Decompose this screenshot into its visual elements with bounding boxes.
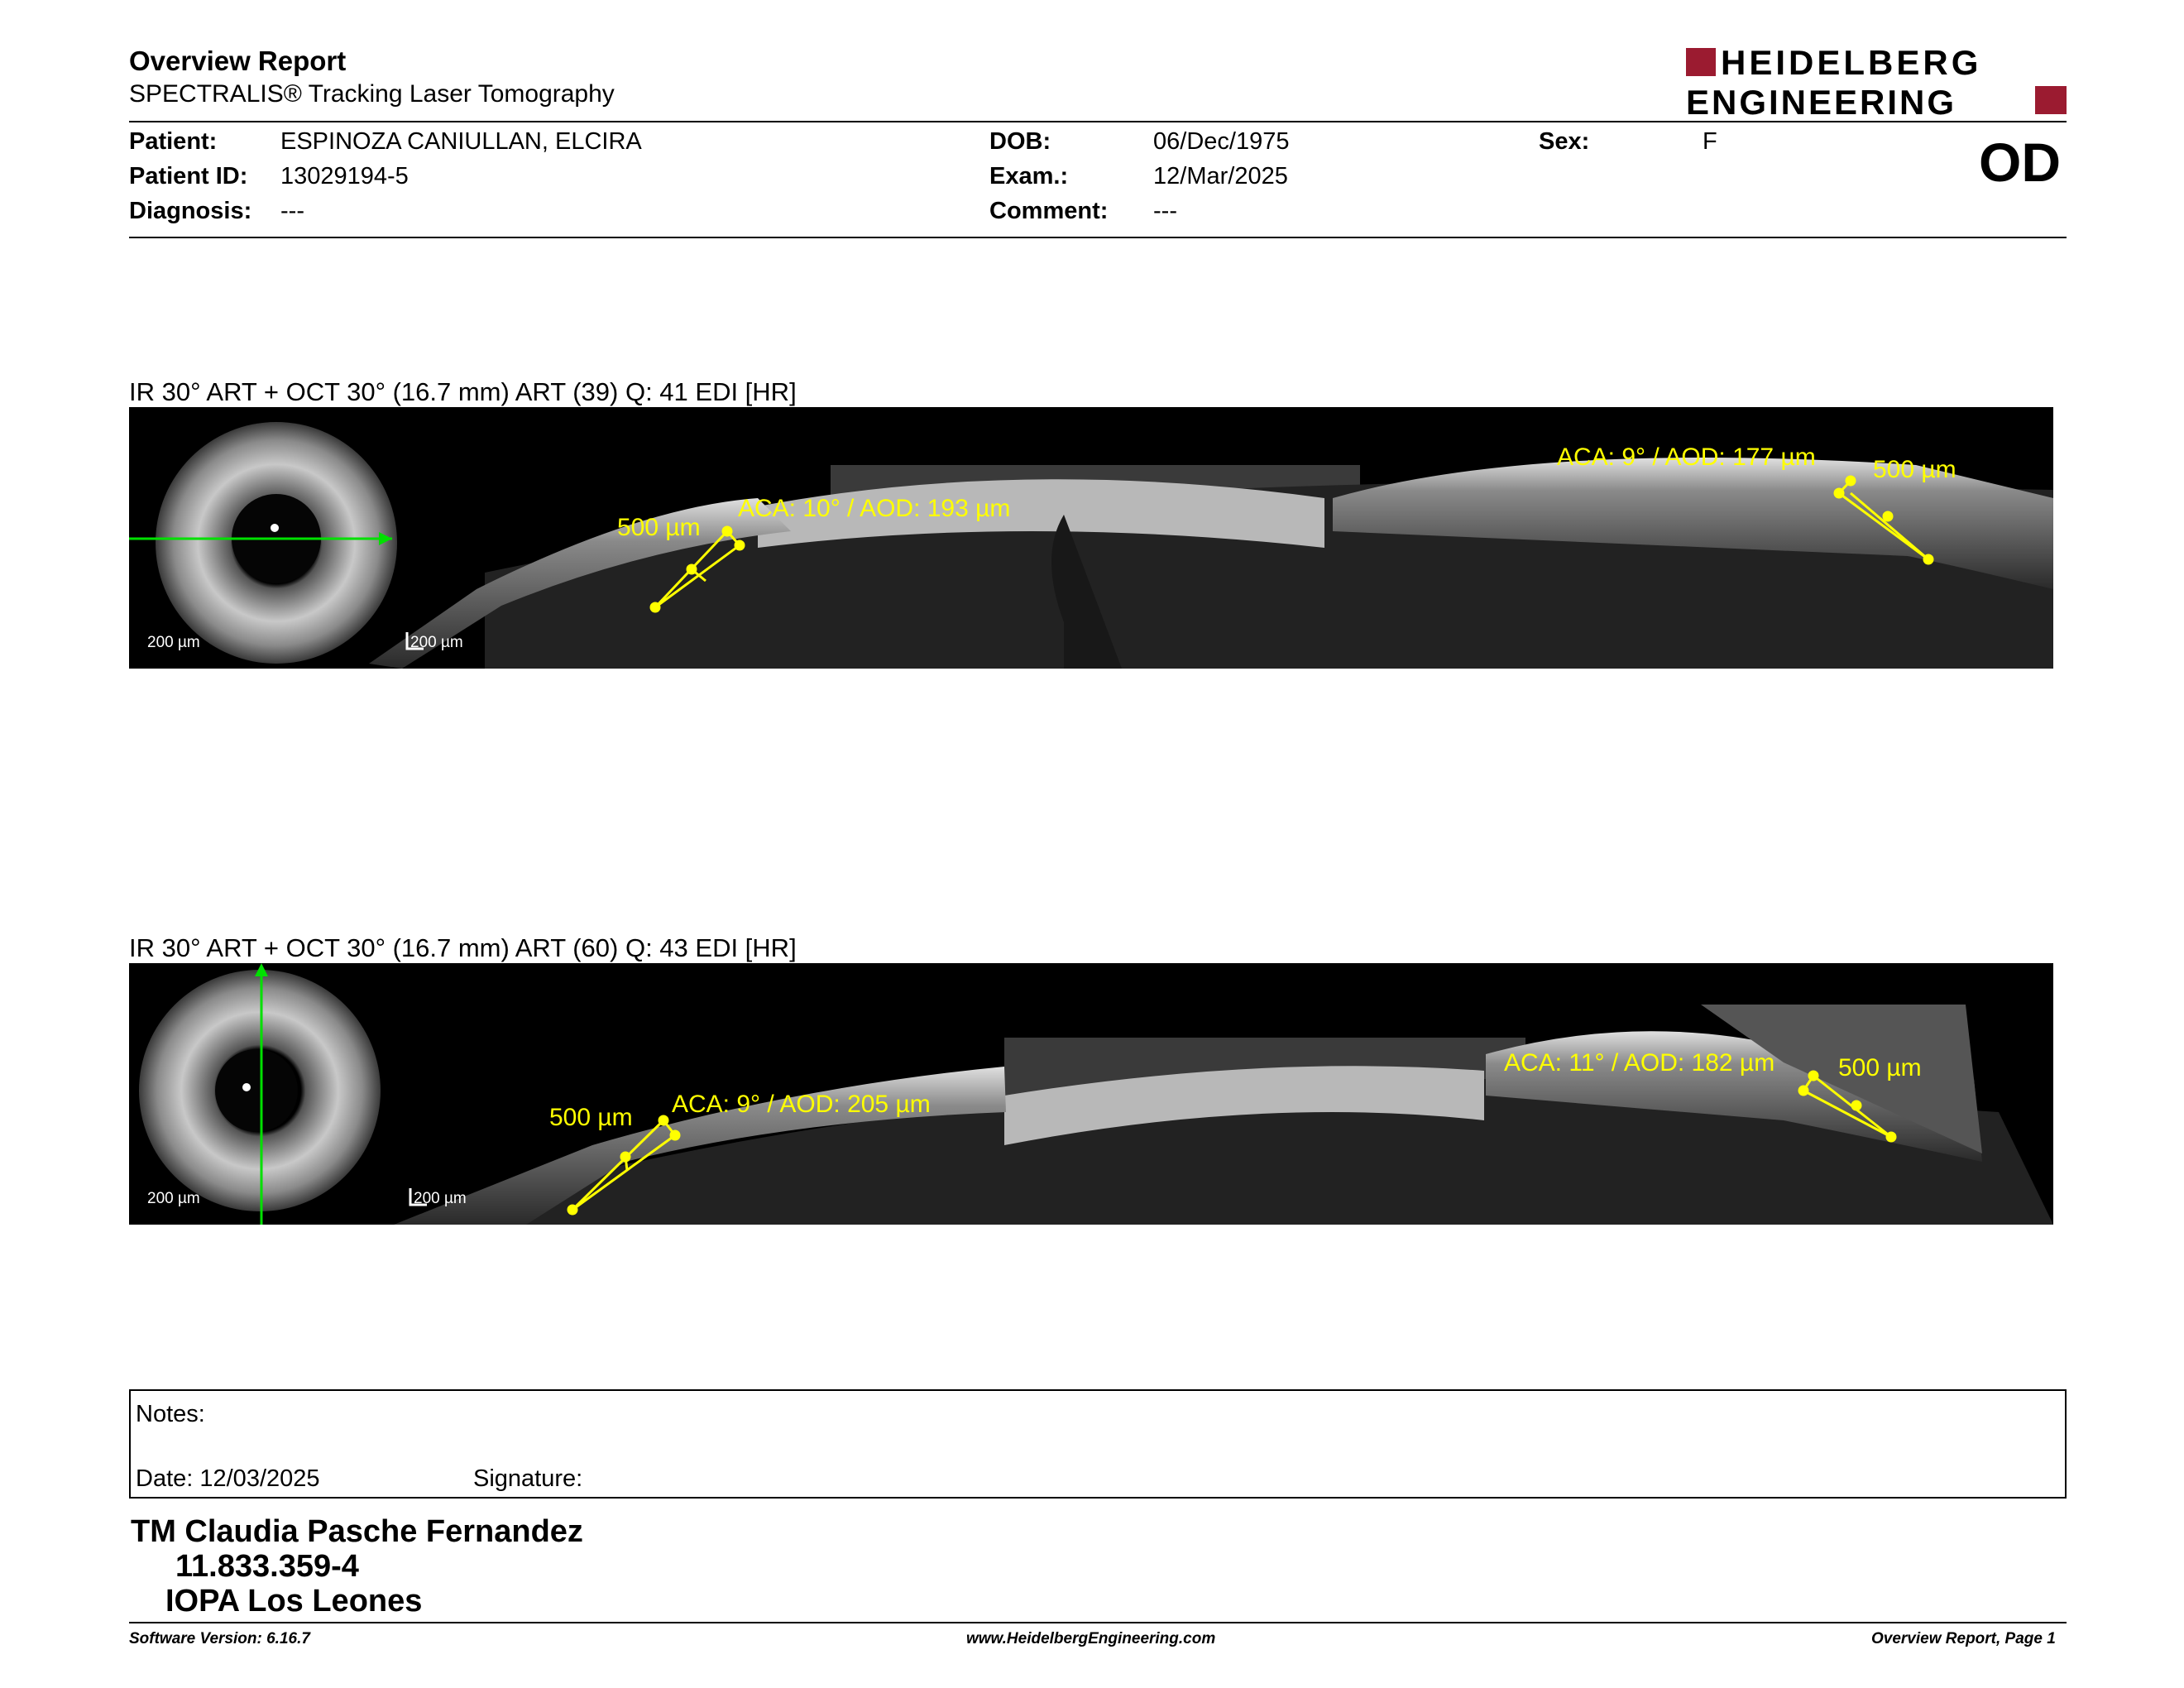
- header-divider: [129, 121, 2067, 122]
- website-link[interactable]: www.HeidelbergEngineering.com: [966, 1630, 1216, 1647]
- comment-value: ---: [1153, 198, 1177, 224]
- fundus-image-2: [139, 970, 381, 1211]
- scan-2-image: [129, 963, 2053, 1225]
- exam-label: Exam.:: [989, 163, 1069, 189]
- scan-1-label: IR 30° ART + OCT 30° (16.7 mm) ART (39) Q: 41 EDI [HR]: [129, 377, 797, 406]
- aca-right-1-length: 500 µm: [1873, 456, 1956, 483]
- svg-text:HEIDELBERG: HEIDELBERG: [1721, 45, 1982, 82]
- signer-name: TM Claudia Pasche Fernandez: [131, 1514, 583, 1549]
- fundus-scale-1: 200 µm: [147, 634, 200, 651]
- aca-left-2-length: 500 µm: [549, 1104, 633, 1131]
- heidelberg-logo: [1686, 45, 2067, 117]
- diagnosis-label: Diagnosis:: [129, 198, 252, 224]
- notes-label: Notes:: [136, 1401, 205, 1427]
- patient-id-label: Patient ID:: [129, 163, 248, 189]
- patient-id: 13029194-5: [280, 163, 409, 189]
- fundus-image-1: [156, 422, 397, 664]
- scan-2-label: IR 30° ART + OCT 30° (16.7 mm) ART (60) Q: 43 EDI [HR]: [129, 933, 797, 962]
- signer-rut: 11.833.359-4: [175, 1549, 359, 1584]
- aca-left-2-measure: ACA: 9° / AOD: 205 µm: [672, 1091, 931, 1118]
- aca-right-2-measure: ACA: 11° / AOD: 182 µm: [1504, 1049, 1775, 1077]
- patient-label: Patient:: [129, 128, 218, 155]
- oct-scale-1: 200 µm: [410, 634, 463, 651]
- aca-left-1-length: 500 µm: [617, 514, 701, 541]
- comment-label: Comment:: [989, 198, 1109, 224]
- scan-1-image: [129, 407, 2053, 669]
- report-subtitle: SPECTRALIS® Tracking Laser Tomography: [129, 80, 615, 108]
- page-indicator: Overview Report, Page 1: [1871, 1630, 2056, 1647]
- footer-divider: [129, 1622, 2067, 1623]
- signer-institution: IOPA Los Leones: [165, 1584, 423, 1618]
- oct-image-2: [394, 1005, 2053, 1225]
- date-value: Date: 12/03/2025: [136, 1465, 320, 1492]
- software-version: Software Version: 6.16.7: [129, 1630, 310, 1647]
- sex-value: F: [1703, 128, 1717, 155]
- oct-image-1: [369, 458, 2053, 669]
- oct-scale-2: 200 µm: [414, 1190, 467, 1207]
- svg-text:ENGINEERING: ENGINEERING: [1686, 83, 1957, 117]
- exam-value: 12/Mar/2025: [1153, 163, 1288, 189]
- aca-right-1-measure: ACA: 9° / AOD: 177 µm: [1557, 444, 1816, 471]
- fundus-scale-2: 200 µm: [147, 1190, 200, 1207]
- eye-indicator: OD: [1979, 132, 2061, 193]
- aca-right-2-length: 500 µm: [1838, 1054, 1922, 1081]
- report-title: Overview Report: [129, 46, 347, 76]
- diagnosis-value: ---: [280, 198, 304, 224]
- dob-value: 06/Dec/1975: [1153, 128, 1290, 155]
- patient-name: ESPINOZA CANIULLAN, ELCIRA: [280, 128, 642, 155]
- aca-left-1-measure: ACA: 10° / AOD: 193 µm: [738, 495, 1011, 522]
- dob-label: DOB:: [989, 128, 1051, 155]
- patient-divider: [129, 237, 2067, 238]
- sex-label: Sex:: [1539, 128, 1590, 155]
- signature-label: Signature:: [473, 1465, 583, 1492]
- notes-box: [129, 1389, 2067, 1499]
